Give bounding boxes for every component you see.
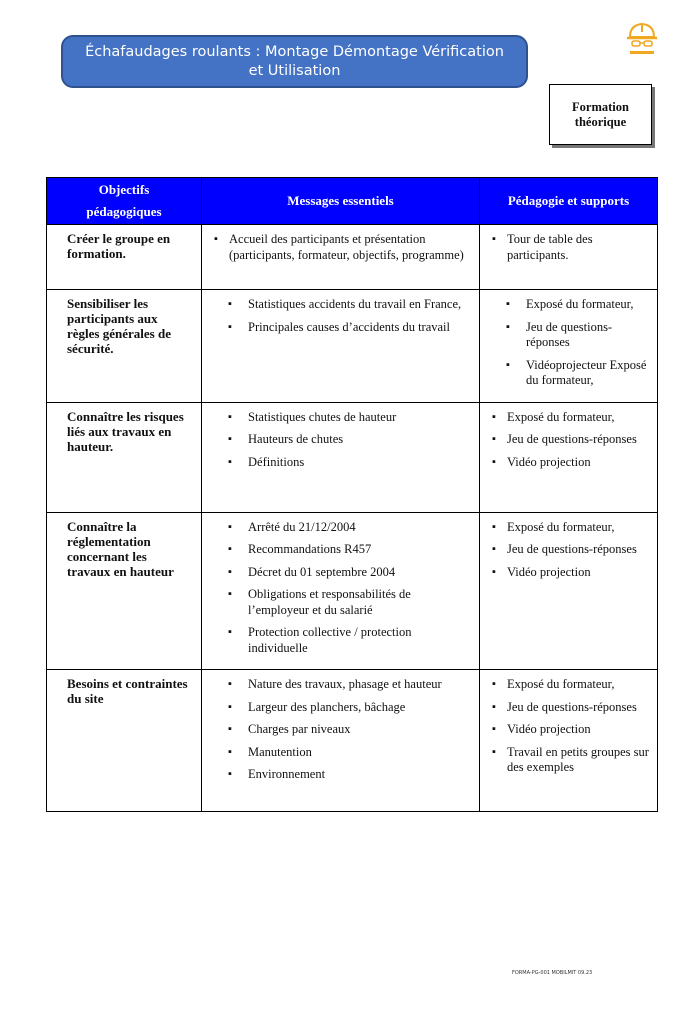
list-item: ▪ Largeur des planchers, bâchage <box>214 700 473 716</box>
training-table <box>46 177 658 812</box>
list-item: ▪ Exposé du formateur, <box>492 677 651 693</box>
row-messages <box>202 670 480 812</box>
table-row <box>47 512 658 670</box>
list-item: ▪ Décret du 01 septembre 2004 <box>214 565 473 581</box>
row-messages <box>202 512 480 670</box>
row-objectif: Créer le groupe en formation. <box>47 225 202 290</box>
list-item: ▪ Exposé du formateur, <box>492 520 651 536</box>
row-pedagogie <box>480 670 658 812</box>
formation-type-box: Formation théorique <box>549 84 652 145</box>
list-item: ▪ Accueil des participants et présentation (participants, formateur, objectifs, programme) <box>214 232 473 263</box>
helmet-logo-icon <box>622 20 662 58</box>
header-messages: Messages essentiels <box>202 178 480 225</box>
table-row <box>47 402 658 512</box>
row-messages <box>202 290 480 403</box>
list-item: ▪ Vidéo projection <box>492 565 651 581</box>
row-messages <box>202 225 480 290</box>
list-item: ▪ Hauteurs de chutes <box>214 432 473 448</box>
list-item: ▪ Charges par niveaux <box>214 722 473 738</box>
list-item: ▪ Tour de table des participants. <box>492 232 651 263</box>
list-item: ▪ Manutention <box>214 745 473 761</box>
list-item: ▪ Jeu de questions-réponses <box>492 320 651 351</box>
list-item: ▪ Nature des travaux, phasage et hauteur <box>214 677 473 693</box>
list-item: ▪ Statistiques accidents du travail en France, <box>214 297 473 313</box>
list-item: ▪ Jeu de questions-réponses <box>492 542 651 558</box>
row-objectif: Besoins et contraintes du site <box>47 670 202 812</box>
list-item: ▪ Protection collective / protection individuelle <box>214 625 473 656</box>
list-item: ▪ Arrêté du 21/12/2004 <box>214 520 473 536</box>
list-item: ▪ Définitions <box>214 455 473 471</box>
table-row <box>47 290 658 403</box>
row-pedagogie <box>480 512 658 670</box>
table-row <box>47 670 658 812</box>
list-item: ▪ Exposé du formateur, <box>492 410 651 426</box>
list-item: ▪ Obligations et responsabilités de l’employeur et du salarié <box>214 587 473 618</box>
document-title: Échafaudages roulants : Montage Démontage Vérification et Utilisation <box>61 35 528 88</box>
header-objectifs-line2: pédagogiques <box>86 204 162 219</box>
row-pedagogie <box>480 290 658 403</box>
list-item: ▪ Vidéoprojecteur Exposé du formateur, <box>492 358 651 389</box>
row-objectif: Connaître les risques liés aux travaux en hauteur. <box>47 402 202 512</box>
list-item: ▪ Vidéo projection <box>492 455 651 471</box>
row-objectif: Sensibiliser les participants aux règles générales de sécurité. <box>47 290 202 403</box>
list-item: ▪ Exposé du formateur, <box>492 297 651 313</box>
header-pedagogie: Pédagogie et supports <box>480 178 658 225</box>
row-pedagogie <box>480 225 658 290</box>
row-messages <box>202 402 480 512</box>
header-objectifs-line1: Objectifs <box>98 182 150 197</box>
list-item: ▪ Recommandations R457 <box>214 542 473 558</box>
footer-code: FORMA-PG-001 MOBILMIT 09.23 <box>512 970 593 976</box>
list-item: ▪ Environnement <box>214 767 473 783</box>
list-item: ▪ Jeu de questions-réponses <box>492 432 651 448</box>
list-item: ▪ Travail en petits groupes sur des exemples <box>492 745 651 776</box>
row-objectif: Connaître la réglementation concernant les travaux en hauteur <box>47 512 202 670</box>
list-item: ▪ Jeu de questions-réponses <box>492 700 651 716</box>
table-header-row <box>47 178 658 225</box>
list-item: ▪ Statistiques chutes de hauteur <box>214 410 473 426</box>
list-item: ▪ Vidéo projection <box>492 722 651 738</box>
header-objectifs <box>47 178 202 225</box>
list-item: ▪ Principales causes d’accidents du travail <box>214 320 473 336</box>
row-pedagogie <box>480 402 658 512</box>
table-row <box>47 225 658 290</box>
